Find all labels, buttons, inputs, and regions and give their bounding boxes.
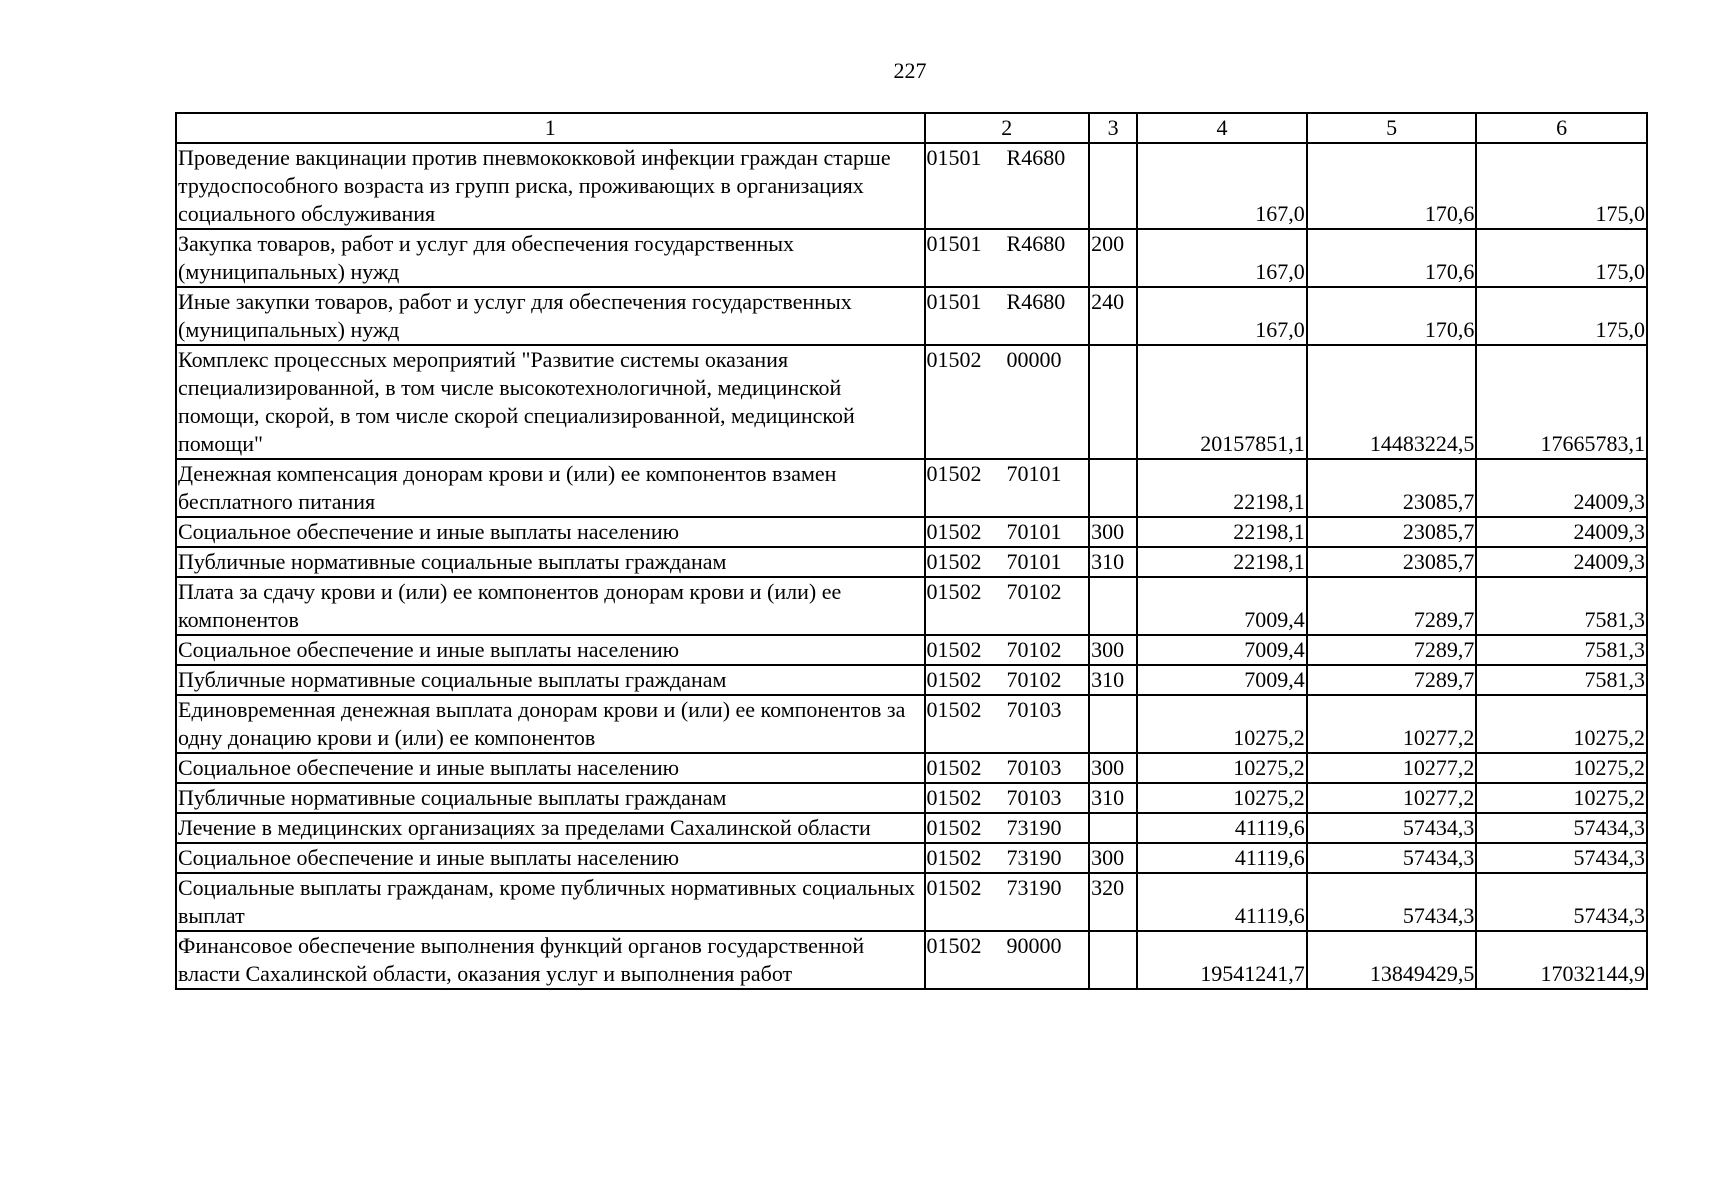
row-code-program: 01502 [926, 785, 982, 810]
header-col-6: 6 [1476, 113, 1647, 143]
row-value-col-5: 57434,3 [1307, 813, 1477, 843]
row-code [925, 665, 1090, 695]
header-col-1: 1 [176, 113, 925, 143]
row-expense-type: 320 [1089, 873, 1137, 931]
table-row [176, 577, 1647, 635]
row-code-direction: 70103 [1006, 755, 1062, 780]
row-code-direction: 90000 [1006, 933, 1062, 958]
row-expense-type: 300 [1089, 843, 1137, 873]
row-name: Социальное обеспечение и иные выплаты населению [176, 843, 925, 873]
row-code-direction: R4680 [1006, 289, 1066, 314]
table-row [176, 345, 1647, 459]
table-body [176, 143, 1647, 989]
row-code [925, 577, 1090, 635]
table-row [176, 229, 1647, 287]
row-code [925, 753, 1090, 783]
row-code-direction: 70102 [1006, 637, 1062, 662]
row-code-direction: R4680 [1006, 231, 1066, 256]
row-name: Денежная компенсация донорам крови и (или) ее компонентов взамен бесплатного питания [176, 459, 925, 517]
row-code [925, 635, 1090, 665]
row-value-col-4: 22198,1 [1137, 459, 1307, 517]
row-code [925, 873, 1090, 931]
row-code-program: 01502 [926, 637, 982, 662]
row-code [925, 229, 1090, 287]
row-value-col-5: 7289,7 [1307, 635, 1477, 665]
table-row [176, 695, 1647, 753]
table-row [176, 753, 1647, 783]
row-value-col-5: 170,6 [1307, 143, 1477, 229]
table-row [176, 783, 1647, 813]
row-value-col-4: 22198,1 [1137, 517, 1307, 547]
row-name: Социальное обеспечение и иные выплаты населению [176, 635, 925, 665]
row-value-col-4: 10275,2 [1137, 695, 1307, 753]
row-code-program: 01502 [926, 697, 982, 722]
row-value-col-5: 23085,7 [1307, 517, 1477, 547]
budget-table [175, 112, 1648, 990]
row-code [925, 813, 1090, 843]
row-code [925, 459, 1090, 517]
row-value-col-6: 175,0 [1476, 143, 1647, 229]
row-code [925, 345, 1090, 459]
row-value-col-5: 10277,2 [1307, 783, 1477, 813]
row-code [925, 843, 1090, 873]
row-value-col-6: 175,0 [1476, 229, 1647, 287]
row-name: Социальное обеспечение и иные выплаты населению [176, 517, 925, 547]
table-row [176, 813, 1647, 843]
row-expense-type [1089, 813, 1137, 843]
row-value-col-4: 20157851,1 [1137, 345, 1307, 459]
row-code-direction: 70101 [1006, 549, 1062, 574]
row-name: Комплекс процессных мероприятий "Развитие системы оказания специализированной, в том числе высокотехнологичной, медицинской помощи, скорой, в том числе скорой специализированной, медицинской помощи" [176, 345, 925, 459]
row-value-col-5: 23085,7 [1307, 459, 1477, 517]
table-row [176, 143, 1647, 229]
row-code-direction: 70102 [1006, 667, 1062, 692]
row-expense-type: 310 [1089, 783, 1137, 813]
row-expense-type: 200 [1089, 229, 1137, 287]
row-code-program: 01501 [926, 231, 982, 256]
row-value-col-6: 24009,3 [1476, 547, 1647, 577]
row-value-col-4: 167,0 [1137, 143, 1307, 229]
row-expense-type [1089, 695, 1137, 753]
row-value-col-5: 170,6 [1307, 229, 1477, 287]
row-code-direction: 73190 [1006, 875, 1062, 900]
table-row [176, 287, 1647, 345]
row-code-program: 01502 [926, 815, 982, 840]
row-value-col-6: 24009,3 [1476, 517, 1647, 547]
row-value-col-4: 7009,4 [1137, 577, 1307, 635]
row-value-col-4: 7009,4 [1137, 665, 1307, 695]
row-value-col-6: 57434,3 [1476, 843, 1647, 873]
row-value-col-6: 7581,3 [1476, 577, 1647, 635]
row-expense-type [1089, 931, 1137, 989]
row-value-col-4: 41119,6 [1137, 813, 1307, 843]
table-row [176, 517, 1647, 547]
row-value-col-5: 13849429,5 [1307, 931, 1477, 989]
row-code-direction: 73190 [1006, 845, 1062, 870]
row-code-direction: 70103 [1006, 697, 1062, 722]
row-value-col-6: 57434,3 [1476, 873, 1647, 931]
header-col-2: 2 [925, 113, 1090, 143]
row-value-col-5: 7289,7 [1307, 577, 1477, 635]
row-name: Лечение в медицинских организациях за пределами Сахалинской области [176, 813, 925, 843]
row-code-program: 01502 [926, 347, 982, 372]
row-name: Финансовое обеспечение выполнения функций органов государственной власти Сахалинской области, оказания услуг и выполнения работ [176, 931, 925, 989]
row-expense-type [1089, 345, 1137, 459]
row-value-col-6: 10275,2 [1476, 753, 1647, 783]
row-value-col-5: 57434,3 [1307, 873, 1477, 931]
row-code [925, 695, 1090, 753]
header-col-4: 4 [1137, 113, 1307, 143]
table-row [176, 635, 1647, 665]
row-value-col-6: 10275,2 [1476, 695, 1647, 753]
row-code-program: 01501 [926, 289, 982, 314]
row-value-col-4: 7009,4 [1137, 635, 1307, 665]
table-row [176, 459, 1647, 517]
row-code-direction: 73190 [1006, 815, 1062, 840]
row-name: Плата за сдачу крови и (или) ее компонентов донорам крови и (или) ее компонентов [176, 577, 925, 635]
row-expense-type [1089, 577, 1137, 635]
row-value-col-6: 7581,3 [1476, 665, 1647, 695]
row-code-direction: R4680 [1006, 145, 1066, 170]
header-col-5: 5 [1307, 113, 1477, 143]
row-code-program: 01502 [926, 933, 982, 958]
page-number: 227 [893, 58, 927, 83]
row-code [925, 547, 1090, 577]
row-code-program: 01502 [926, 755, 982, 780]
row-value-col-4: 41119,6 [1137, 873, 1307, 931]
row-value-col-6: 175,0 [1476, 287, 1647, 345]
row-code-direction: 70101 [1006, 519, 1062, 544]
row-expense-type [1089, 143, 1137, 229]
row-value-col-5: 7289,7 [1307, 665, 1477, 695]
row-value-col-6: 7581,3 [1476, 635, 1647, 665]
header-col-3: 3 [1089, 113, 1137, 143]
row-code-program: 01502 [926, 875, 982, 900]
row-value-col-5: 170,6 [1307, 287, 1477, 345]
table-row [176, 843, 1647, 873]
table-row [176, 931, 1647, 989]
row-expense-type [1089, 459, 1137, 517]
row-name: Публичные нормативные социальные выплаты гражданам [176, 547, 925, 577]
row-value-col-5: 10277,2 [1307, 753, 1477, 783]
row-code-program: 01502 [926, 845, 982, 870]
row-code [925, 143, 1090, 229]
row-code-direction: 00000 [1006, 347, 1062, 372]
row-name: Иные закупки товаров, работ и услуг для обеспечения государственных (муниципальных) нужд [176, 287, 925, 345]
row-name: Закупка товаров, работ и услуг для обеспечения государственных (муниципальных) нужд [176, 229, 925, 287]
row-value-col-4: 167,0 [1137, 287, 1307, 345]
row-value-col-4: 41119,6 [1137, 843, 1307, 873]
row-code-program: 01501 [926, 145, 982, 170]
row-code-program: 01502 [926, 461, 982, 486]
row-code [925, 517, 1090, 547]
row-code-program: 01502 [926, 667, 982, 692]
row-value-col-5: 23085,7 [1307, 547, 1477, 577]
table-row [176, 873, 1647, 931]
row-name: Социальное обеспечение и иные выплаты населению [176, 753, 925, 783]
row-value-col-5: 14483224,5 [1307, 345, 1477, 459]
row-code-direction: 70102 [1006, 579, 1062, 604]
row-name: Социальные выплаты гражданам, кроме публичных нормативных социальных выплат [176, 873, 925, 931]
row-value-col-4: 167,0 [1137, 229, 1307, 287]
row-code-program: 01502 [926, 519, 982, 544]
row-expense-type: 300 [1089, 635, 1137, 665]
row-value-col-5: 57434,3 [1307, 843, 1477, 873]
row-value-col-6: 10275,2 [1476, 783, 1647, 813]
row-value-col-6: 17032144,9 [1476, 931, 1647, 989]
row-value-col-5: 10277,2 [1307, 695, 1477, 753]
row-expense-type: 300 [1089, 517, 1137, 547]
row-value-col-6: 57434,3 [1476, 813, 1647, 843]
row-code [925, 931, 1090, 989]
row-expense-type: 300 [1089, 753, 1137, 783]
row-code-program: 01502 [926, 549, 982, 574]
row-name: Публичные нормативные социальные выплаты гражданам [176, 665, 925, 695]
row-code [925, 783, 1090, 813]
row-value-col-4: 10275,2 [1137, 783, 1307, 813]
row-expense-type: 310 [1089, 665, 1137, 695]
row-name: Проведение вакцинации против пневмококковой инфекции граждан старше трудоспособного возраста из групп риска, проживающих в организациях социального обслуживания [176, 143, 925, 229]
row-value-col-6: 17665783,1 [1476, 345, 1647, 459]
header-row [176, 113, 1647, 143]
row-code-program: 01502 [926, 579, 982, 604]
row-value-col-4: 19541241,7 [1137, 931, 1307, 989]
row-value-col-4: 10275,2 [1137, 753, 1307, 783]
table-row [176, 665, 1647, 695]
row-code-direction: 70103 [1006, 785, 1062, 810]
table-row [176, 547, 1647, 577]
row-code [925, 287, 1090, 345]
row-code-direction: 70101 [1006, 461, 1062, 486]
row-name: Публичные нормативные социальные выплаты гражданам [176, 783, 925, 813]
row-value-col-4: 22198,1 [1137, 547, 1307, 577]
row-expense-type: 310 [1089, 547, 1137, 577]
row-value-col-6: 24009,3 [1476, 459, 1647, 517]
row-expense-type: 240 [1089, 287, 1137, 345]
row-name: Единовременная денежная выплата донорам крови и (или) ее компонентов за одну донацию крови и (или) ее компонентов [176, 695, 925, 753]
